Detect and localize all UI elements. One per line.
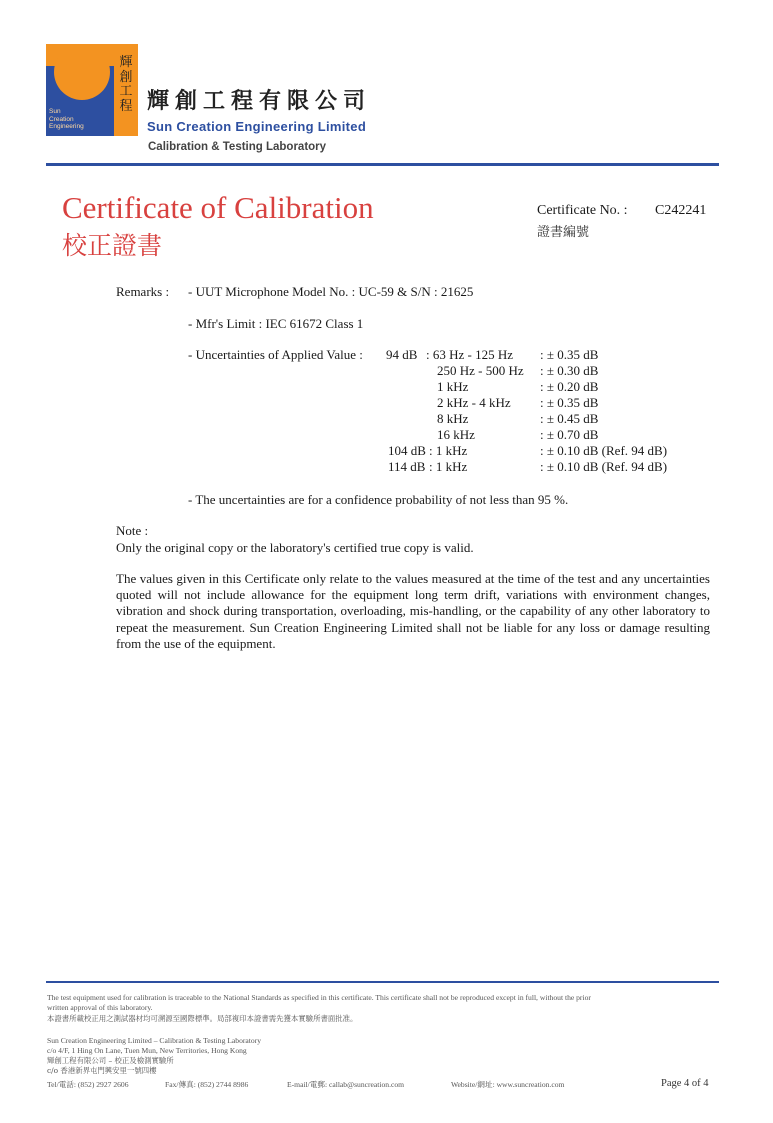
uncertainty-value: : ± 0.30 dB (540, 363, 599, 378)
footer-divider (46, 981, 719, 983)
remark-uncertainties-label: - Uncertainties of Applied Value : (188, 347, 363, 362)
uncertainty-value: : ± 0.10 dB (Ref. 94 dB) (540, 443, 668, 458)
logo-char: 工 (119, 84, 133, 99)
uncertainty-value: : ± 0.70 dB (540, 427, 599, 442)
uncertainty-frequency: : 1 kHz (429, 443, 468, 458)
footer-address: Sun Creation Engineering Limited – Calibration & Testing Laboratory (47, 1036, 262, 1045)
company-logo (46, 44, 138, 136)
note-valid-copy: Only the original copy or the laboratory's certified true copy is valid. (116, 540, 474, 555)
certificate-number-label-chinese: 證書編號 (537, 225, 590, 240)
remark-uut: - UUT Microphone Model No. : UC-59 & S/N : 21625 (188, 284, 474, 299)
uncertainty-level: 94 dB (386, 347, 418, 362)
footer-traceability-chinese: 本證書所載校正用之測試器材均可溯源至國際標準。局部複印本證書需先獲本實驗所書面批准。 (47, 1014, 358, 1023)
uncertainty-level: 114 dB (388, 459, 426, 474)
footer-address-chinese: c/o 香港新界屯門興安里一號四樓 (47, 1066, 157, 1075)
remark-mfr-limit: - Mfr's Limit : IEC 61672 Class 1 (188, 316, 364, 331)
uncertainty-value: : ± 0.35 dB (540, 347, 599, 362)
note-disclaimer-paragraph: The values given in this Certificate only relate to the values measured at the time of the test and any uncertainties quoted will not include allowance for the equipment long term drift, variations with environment changes, vibration and shock during transportation, overloading, mis-handling, or the capability of any other laboratory to repeat the measurement. Sun Creation Engineering Limited shall not be liable for any loss or damage resulting from the use of the equipment. (116, 571, 710, 651)
certificate-title: Certificate of Calibration (62, 190, 374, 225)
footer-address: c/o 4/F, 1 Hing On Lane, Tuen Mun, New Territories, Hong Kong (47, 1046, 247, 1055)
uncertainty-frequency: 2 kHz - 4 kHz (437, 395, 511, 410)
company-name-chinese: 輝創工程有限公司 (147, 89, 372, 114)
footer-website: Website/網址: www.suncreation.com (451, 1080, 565, 1089)
remark-confidence: - The uncertainties are for a confidence probability of not less than 95 %. (188, 492, 569, 507)
uncertainty-frequency: 250 Hz - 500 Hz (437, 363, 524, 378)
logo-en-line: Engineering (49, 123, 84, 130)
uncertainty-frequency: : 63 Hz - 125 Hz (426, 347, 514, 362)
footer-email: E-mail/電郵: callab@suncreation.com (287, 1080, 405, 1089)
footer-traceability: The test equipment used for calibration is traceable to the National Standards as specified in this certificate. This certificate shall not be reproduced except in full, without the prior (47, 993, 591, 1002)
footer-traceability: written approval of this laboratory. (47, 1003, 153, 1012)
uncertainty-frequency: 16 kHz (437, 427, 475, 442)
uncertainty-frequency: 1 kHz (437, 379, 469, 394)
laboratory-name: Calibration & Testing Laboratory (148, 141, 327, 153)
footer-telephone: Tel/電話: (852) 2927 2606 (47, 1080, 129, 1089)
logo-en-line: Sun (49, 108, 61, 115)
certificate-number-label: Certificate No. : (537, 203, 628, 218)
note-label: Note : (116, 523, 149, 538)
logo-chinese-chars (117, 56, 135, 114)
uncertainty-value: : ± 0.45 dB (540, 411, 599, 426)
logo-char: 程 (119, 98, 133, 114)
footer-fax: Fax/傳真: (852) 2744 8986 (165, 1080, 249, 1089)
uncertainty-value: : ± 0.20 dB (540, 379, 599, 394)
certificate-number-value: C242241 (655, 203, 707, 218)
uncertainty-frequency: : 1 kHz (429, 459, 468, 474)
uncertainty-level: 104 dB (388, 443, 426, 458)
uncertainty-value: : ± 0.10 dB (Ref. 94 dB) (540, 459, 668, 474)
remarks-label: Remarks : (116, 284, 170, 299)
uncertainty-value: : ± 0.35 dB (540, 395, 599, 410)
logo-char: 輝 (119, 55, 133, 70)
uncertainty-frequency: 8 kHz (437, 411, 469, 426)
logo-en-line: Creation (49, 115, 74, 123)
page-number: Page 4 of 4 (661, 1078, 709, 1089)
logo-english-text (49, 108, 84, 131)
certificate-title-chinese: 校正證書 (62, 231, 163, 260)
logo-char: 創 (119, 69, 133, 85)
header-divider (46, 163, 719, 166)
company-name-english: Sun Creation Engineering Limited (147, 119, 367, 134)
footer-address-chinese: 輝創工程有限公司 – 校正及檢測實驗所 (47, 1056, 174, 1065)
